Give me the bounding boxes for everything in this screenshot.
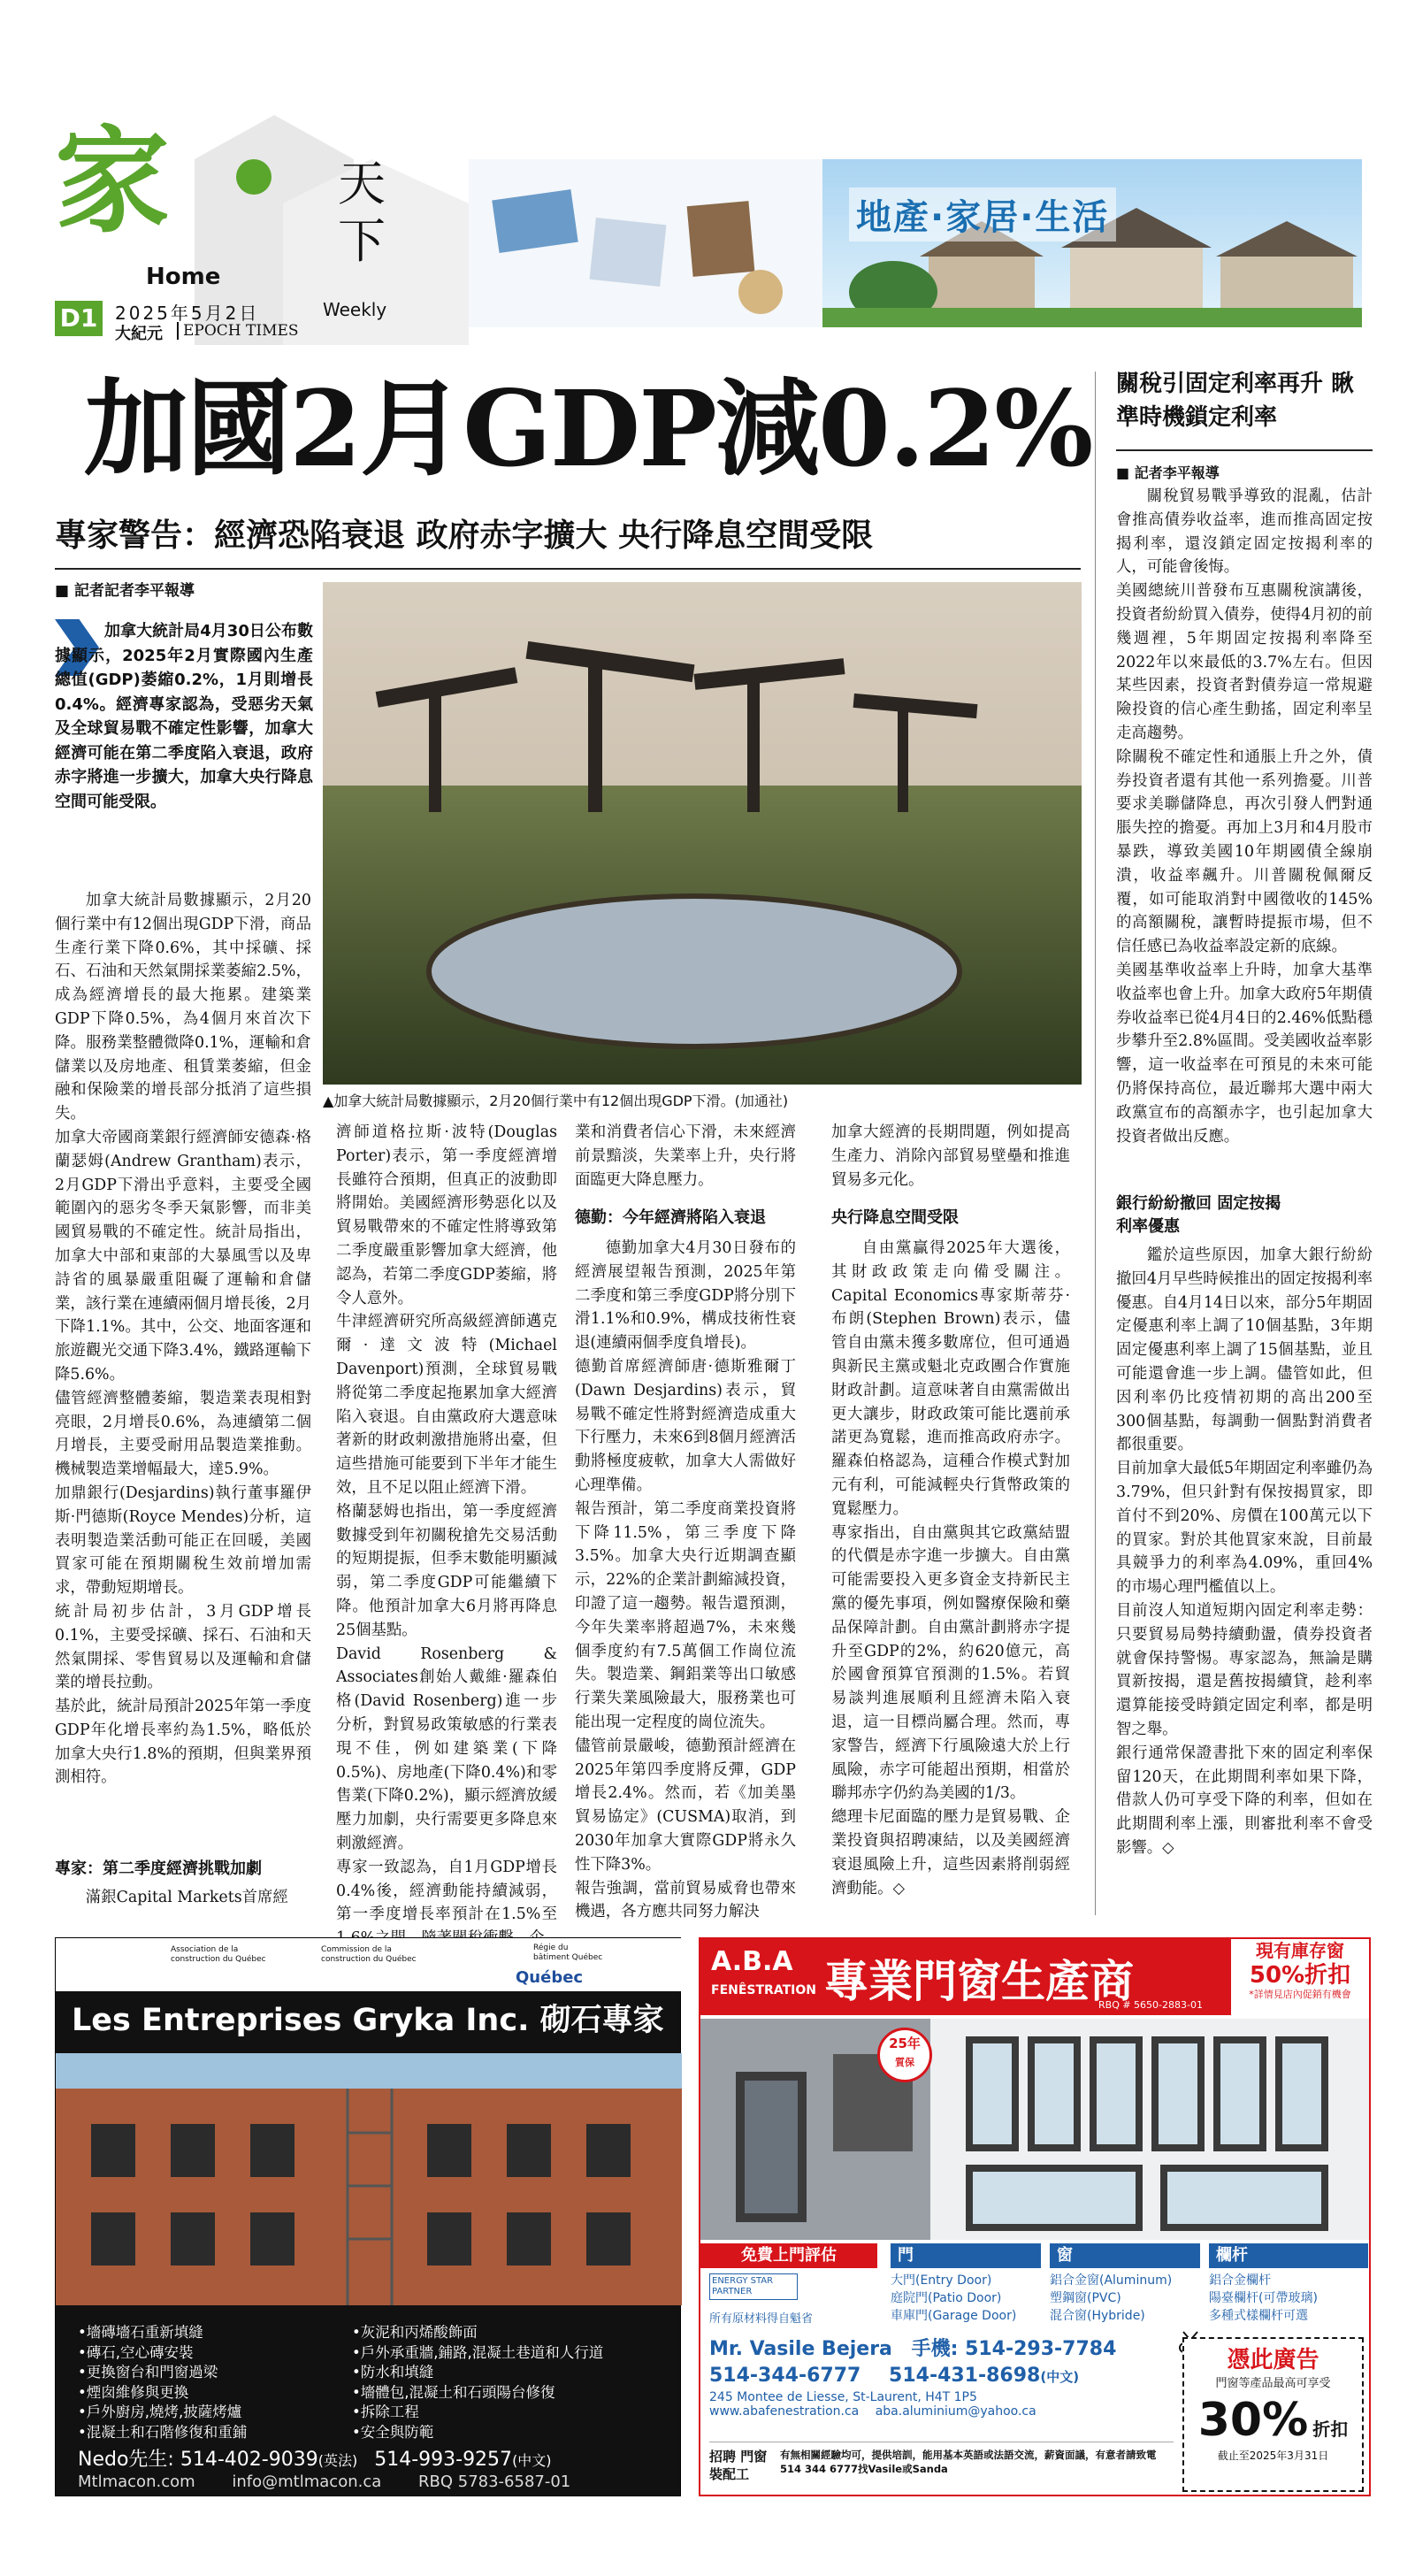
col1-subheading: 專家：第二季度經濟挑戰加劇 bbox=[55, 1859, 262, 1878]
side-headline: 關稅引固定利率再升 瞅準時機鎖定利率 bbox=[1116, 371, 1355, 431]
stock-label: 現有庫存窗 bbox=[1256, 1940, 1344, 1961]
services-right bbox=[352, 2323, 670, 2442]
issue-date: 2025年5月2日 bbox=[115, 303, 260, 324]
cat-railing: 欄杆 bbox=[1209, 2243, 1368, 2268]
recruit-box bbox=[709, 2442, 1174, 2490]
phone-english[interactable]: 514-402-9039 bbox=[180, 2449, 318, 2471]
lead-paragraph: 加拿大統計局4月30日公布數據顯示，2025年2月實際國內生產總值(GDP)萎縮0.2%，1月則增長0.4%。經濟專家認為，受惡劣天氣及全球貿易戰不確定性影響，加拿大經濟可能在第二季度陷入衰退，政府赤字將進一步擴大，加拿大央行降息空間可能受限。 bbox=[55, 622, 313, 811]
energy-star: ENERGY STAR PARTNER bbox=[709, 2273, 798, 2300]
product-item: 多種式樣欄杆可選 bbox=[1209, 2309, 1308, 2323]
main-col1: 加拿大統計局數據顯示，2月20個行業中有12個出現GDP下滑，商品生產行業下降0.6%，其中採礦、採石、石油和天然氣開採業萎縮2.5%，成為經濟增長的最大拖累。建築業GDP下降0.5%，為4個月來首次下降。服務業整體微降0.1%，運輸和倉儲業以及房地產、租賃業萎縮，但金融和保險業的增長部分抵消了這些損失。 加拿大帝國商業銀行經濟師安德森·格蘭瑟姆(Andrew Grantham)表示，2月GDP下滑出乎意料，主要受全國範圍內的惡劣冬季天氣影響，而非美國貿易戰的不確定性。統計局指出，加拿大中部和東部的大暴風雪以及卑詩省的風暴嚴重阻礙了運輸和倉儲業，該行業在連續兩個月增長後，2月下降1.1%。其中，公交、地面客運和旅遊觀光交通下降3.4%，鐵路運輸下降5.6%。 儘管經濟整體萎縮，製造業表現相對亮眼，2月增長0.6%，為連續第二個月增長，主要受耐用品製造業推動。機械製造業增幅最大，達5.9%。 加鼎銀行(Desjardins)執行董事羅伊斯·門德斯(Royce Mendes)分析，這表明製造業活動可能正在回暖，美國買家可能在預期關稅生效前增加需求，帶動短期增長。 統計局初步估計，3月GDP增長0.1%，主要受採礦、採石、石油和天然氣開採、零售貿易以及運輸和倉儲業的增長拉動。 基於此，統計局預計2025年第一季度GDP年化增長率約為1.5%，略低於加拿大央行1.8%的預期，但與業界預測相符。 bbox=[55, 892, 311, 1787]
col4-subheading: 央行降息空間受限 bbox=[831, 1208, 959, 1227]
office-phone[interactable]: 514-344-6777 bbox=[709, 2365, 861, 2387]
main-headline: 加國2月GDP減0.2% bbox=[84, 367, 1092, 490]
paper-name-en: EPOCH TIMES bbox=[177, 322, 299, 340]
recruit-text: 有無相關經驗均可，提供培訓，能用基本英語或法語交流，薪資面議，有意者請致電514 344 6777找Vasile或Sanda bbox=[780, 2449, 1157, 2475]
chinese-phone[interactable]: 514-431-8698 bbox=[889, 2365, 1041, 2387]
aba-brand: A.B.A bbox=[711, 1946, 793, 1977]
product-item: 鋁合金欄杆 bbox=[1209, 2273, 1271, 2288]
side-body: 關稅貿易戰爭導致的混亂，估計會推高債券收益率，進而推高固定按揭利率，還沒鎖定固定按揭利率的人，可能會後悔。 美國總統川普發布互惠關稅演講後，投資者紛紛買入債券，使得4月初的前幾週裡，5年期固定按揭利率降至2022年以來最低的3.7%左右。但因某些因素，投資者對債券這一常規避險投資的信心產生動搖，固定利率呈走高趨勢。 除關稅不確定性和通脹上升之外，債券投資者還有其他一系列擔憂。川普要求美聯儲降息，再次引發人們對通脹失控的擔憂。再加上3月和4月股市暴跌，導致美國10年期國債全線崩潰，收益率飆升。川普關稅佩爾反覆，如可能取消對中國徵收的145%的高額關稅，讓暫時提振市場，但不信任感已為收益率設定新的底線。 美國基準收益率上升時，加拿大基準收益率也會上升。加拿大政府5年期債券收益率已從4月4日的2.46%低點穩步攀升至2.8%區間。受美國收益率影響，這一收益率在可預見的未來可能仍將保持高位，最近聯邦大選中兩大政黨宣布的高額赤字，也引起加拿大投資者做出反應。 bbox=[1116, 487, 1373, 1146]
aba-header bbox=[700, 1939, 1231, 2015]
main-col3: 德勤加拿大4月30日發布的經濟展望報告預測，2025年第二季度和第三季度GDP將分別下滑1.1%和0.9%，構成技術性衰退(連續兩個季度負增長)。 德勤首席經濟師唐·德斯雅爾丁(Dawn Desjardins)表示，貿易戰不確定性將對經濟造成重大下行壓力，未來6到8個月經濟活動將極度疲軟，加拿大人需做好心理準備。 報告預計，第二季度商業投資將下降11.5%，第三季度下降3.5%。加拿大央行近期調查顯示，22%的企業計劃縮減投資，印證了這一趨勢。報告還預測，今年失業率將超過7%，未來幾個季度約有7.5萬個工作崗位流失。製造業、鋼鋁業等出口敏感行業失業風險最大，服務業也可能出現一定程度的崗位流失。 儘管前景嚴峻，德勤預計經濟在2025年第四季度將反彈，GDP增長2.4%。然而，若《加美墨貿易協定》(CUSMA)取消，到2030年加拿大實際GDP將永久性下降3%。 報告強調，當前貿易威脅也帶來機遇，各方應共同努力解決 bbox=[575, 1239, 796, 1921]
gryka-rbq: RBQ 5783-6587-01 bbox=[418, 2472, 571, 2491]
subhead-rule bbox=[55, 568, 1081, 570]
warranty-sub: 質保 bbox=[895, 2057, 914, 2068]
stock-note: *詳情見店內促銷有機會 bbox=[1249, 1989, 1351, 2000]
aba-website[interactable]: www.abafenestration.ca bbox=[709, 2404, 860, 2419]
service-item: •混凝土和石階修復和重鋪 bbox=[78, 2423, 248, 2441]
aba-email[interactable]: aba.aluminium@yahoo.ca bbox=[875, 2404, 1036, 2419]
phone-chinese-lang: (中文) bbox=[512, 2452, 552, 2469]
contact-person: Mr. Vasile Bejera bbox=[709, 2338, 892, 2360]
phone-chinese[interactable]: 514-993-9257 bbox=[374, 2449, 513, 2471]
aba-contact-block bbox=[709, 2334, 1169, 2419]
side-byline: ■ 記者李平報導 bbox=[1116, 464, 1220, 481]
railing-list bbox=[1209, 2272, 1368, 2325]
product-item: 陽臺欄杆(可帶玻璃) bbox=[1209, 2291, 1318, 2305]
warranty-badge bbox=[877, 2028, 932, 2082]
service-item: •防水和填縫 bbox=[352, 2364, 434, 2380]
service-item: •安全與防範 bbox=[352, 2423, 434, 2441]
ad-aba[interactable] bbox=[699, 1937, 1371, 2496]
door-list bbox=[891, 2272, 1045, 2325]
mobile-label: 手機: bbox=[911, 2338, 959, 2360]
aba-rbq: RBQ # 5650-2883-01 bbox=[1098, 1999, 1203, 2011]
aba-title: 專業門窗生產商 bbox=[824, 1956, 1134, 2007]
warranty-years: 25年 bbox=[889, 2036, 921, 2051]
assoc-rbq: Régie du bâtiment Québec bbox=[533, 1944, 603, 1962]
gryka-website[interactable]: Mtlmacon.com bbox=[78, 2472, 195, 2491]
main-subhead: 專家警告：經濟恐陷衰退 政府赤字擴大 央行降息空間受限 bbox=[55, 518, 874, 554]
free-estimate: 免費上門評估 bbox=[700, 2243, 877, 2268]
side-divider bbox=[1095, 372, 1096, 1915]
assoc-strip bbox=[56, 1938, 682, 1991]
services-left bbox=[78, 2323, 343, 2442]
masthead bbox=[0, 0, 1415, 354]
product-item: 塑鋼窗(PVC) bbox=[1050, 2291, 1121, 2305]
paper-name-cn: 大紀元 bbox=[115, 325, 163, 343]
mobile-phone[interactable]: 514-293-7784 bbox=[965, 2338, 1117, 2360]
col3-subheading: 德勤：今年經濟將陷入衰退 bbox=[575, 1208, 766, 1227]
stock-discount: 50%折扣 bbox=[1249, 1962, 1351, 1989]
quebec-label: Québec bbox=[516, 1968, 584, 1987]
main-col4: 自由黨贏得2025年大選後，其財政政策走向備受關注。Capital Economics專家斯蒂芬·布朗(Stephen Brown)表示，儘管自由黨未獲多數席位，但可通過與新民主黨或魁北克政團合作實施財政計劃。這意味著自由黨需做出更大讓步，財政政策可能比選前承諾更為寬鬆，進而推高政府赤字。羅森伯格認為，這種合作模式對加元有利，可能減輕央行貨幣政策的寬鬆壓力。 專家指出，自由黨與其它政黨結盟的代價是赤字進一步擴大。自由黨可能需要投入更多資金支持新民主黨的優先事項，例如醫療保險和藥品保障計劃。自由黨計劃將赤字提升至GDP的2%，約620億元，高於國會預算官預測的1.5%。若貿易談判進展順利且經濟未陷入衰退，這一目標尚屬合理。然而，專家警告，經濟下行風險遠大於上行風險，赤字可能超出預期，相當於聯邦赤字仍約為美國的1/3。 總理卡尼面臨的壓力是貿易戰、企業投資與招聘凍結，以及美國經濟衰退風險上升，這些因素將削弱經濟動能。◇ bbox=[831, 1239, 1070, 1898]
aba-fenestration: FENÊSTRATION bbox=[711, 1983, 816, 1997]
coupon-off: 折扣 bbox=[1312, 2419, 1349, 2440]
product-item: 混合窗(Hybride) bbox=[1050, 2309, 1145, 2323]
ad-gryka[interactable] bbox=[55, 1937, 681, 2496]
weekly-label: Weekly bbox=[323, 299, 387, 320]
page-code: D1 bbox=[55, 301, 103, 336]
chinese-phone-lang: (中文) bbox=[1040, 2369, 1080, 2385]
materials-note: 所有原材料得自魁省 bbox=[709, 2312, 814, 2326]
service-item: •拆除工程 bbox=[352, 2404, 419, 2420]
service-item: •墻磚墻石重新填縫 bbox=[78, 2324, 203, 2341]
coupon-subtitle: 門窗等產品最高可享受 bbox=[1215, 2377, 1331, 2390]
aba-address: 245 Montee de Liesse, St-Laurent, H4T 1P5 bbox=[709, 2390, 977, 2404]
main-col2: 濟師道格拉斯·波特(Douglas Porter)表示，第一季度經濟增長雖符合預期，但真正的波動即將開始。美國經濟形勢惡化以及貿易戰帶來的不確定性將導致第二季度嚴重影響加拿大經濟，他認為，若第二季度GDP萎縮，將令人意外。 牛津經濟研究所高級經濟師邁克爾·達文波特(Michael Davenport)預測，全球貿易戰將從第二季度起拖累加拿大經濟陷入衰退。自由黨政府大選意味著新的財政刺激措施將出臺，但這些措施可能要到下半年才能生效，且不足以阻止經濟下滑。 格蘭瑟姆也指出，第一季度經濟數據受到年初關稅搶先交易活動的短期提振，但季末數能明顯減弱，第二季度GDP可能繼續下降。他預計加拿大6月將再降息25個基點。 David Rosenberg & Associates創始人戴維·羅森伯格(David Rosenberg)進一步分析，對貿易政策敏感的行業表現不佳，例如建築業(下降0.5%)、房地產(下降0.4%)和零售業(下降0.2%)，顯示經濟放緩壓力加劇，央行需要更多降息來刺激經濟。 專家一致認為，自1月GDP增長0.4%後，經濟動能持續減弱，第一季度增長率預計在1.5%至 bbox=[336, 1123, 557, 1924]
cat-window: 窗 bbox=[1050, 2243, 1200, 2268]
gryka-contact bbox=[78, 2444, 552, 2472]
photo-caption: ▲加拿大統計局數據顯示，2月20個行業中有12個出現GDP下滑。(加通社) bbox=[323, 1092, 789, 1109]
service-item: •更換窗台和門窗過梁 bbox=[78, 2364, 218, 2380]
coupon-title: 憑此廣告 bbox=[1227, 2347, 1319, 2373]
phone-english-lang: (英法) bbox=[317, 2452, 358, 2469]
photo-house-door bbox=[700, 2019, 1369, 2240]
gryka-footer bbox=[78, 2472, 570, 2491]
photo-oil-pumps bbox=[323, 582, 1082, 1085]
product-item: 鋁合金窗(Aluminum) bbox=[1050, 2273, 1173, 2288]
main-col3-top: 業和消費者信心下滑，未來經濟前景黯淡，失業率上升，央行將面臨更大降息壓力。 bbox=[575, 1123, 796, 1189]
product-item: 庭院門(Patio Door) bbox=[891, 2291, 1002, 2305]
side-rule bbox=[1116, 449, 1373, 451]
photo-brick-building bbox=[56, 2053, 682, 2305]
service-item: •磚石,空心磚安裝 bbox=[78, 2343, 194, 2361]
logo-xia: 下 bbox=[338, 213, 386, 269]
service-item: •煙囱維修與更換 bbox=[78, 2383, 189, 2401]
coupon[interactable] bbox=[1182, 2337, 1364, 2492]
assoc-ccq: Commission de la construction du Québec bbox=[321, 1945, 417, 1964]
gryka-email[interactable]: info@mtlmacon.ca bbox=[232, 2472, 382, 2491]
product-item: 大門(Entry Door) bbox=[891, 2273, 992, 2288]
banner-photo bbox=[469, 159, 1362, 327]
cat-door: 門 bbox=[891, 2243, 1041, 2268]
service-item: •戶外承重牆,鋪路,混凝土巷道和人行道 bbox=[352, 2343, 604, 2361]
banner-title: 地產·家居·生活 bbox=[849, 188, 1116, 242]
side-body2: 鑑於這些原因，加拿大銀行紛紛撤回4月早些時候推出的固定按揭利率優惠。自4月14日以來，部分5年期固定優惠利率上調了10個基點，3年期固定優惠利率上調了15個基點，並且可能還會進一步上調。儘管如此，但因利率仍比疫情初期的高出200至300個基點，每調動一個點對消費者都很重要。 目前加拿大最低5年期固定利率雖仍為3.79%，但只針對有保按揭買家，即首付不到20%、房價在100萬元以下的買家。對於其他買家來說，目前最具競爭力的利率為4.09%，重回4%的市場心理門檻值以上。 目前沒人知道短期內固定利率走勢：只要貿易局勢持續動盪，債券投資者就會保持警惕。專家認為，無論是購買新按揭，還是舊按揭續貸，趁利率還算能接受時鎖定固定利率，都是明智之舉。 銀行通常保證書批下來的固定利率保留120天，在此期間利率如果下降，借款人仍可享受下降的利率，但如在此期間利率上漲，則審批利率不會受影響。◇ bbox=[1116, 1246, 1373, 1857]
product-item: 車庫門(Garage Door) bbox=[891, 2309, 1017, 2323]
service-item: •墻體包,混凝土和石頭陽台修復 bbox=[352, 2383, 555, 2401]
service-item: •戶外廚房,燒烤,披薩烤爐 bbox=[78, 2404, 242, 2420]
coupon-expiry: 截止至2025年3月31日 bbox=[1217, 2450, 1329, 2462]
stock-badge bbox=[1231, 1939, 1369, 2015]
service-item: •灰泥和丙烯酸飾面 bbox=[352, 2324, 478, 2341]
contact-name: Nedo先生: bbox=[78, 2449, 174, 2471]
side-subheading: 銀行紛紛撤回 固定按揭利率優惠 bbox=[1116, 1194, 1281, 1236]
assoc-acq: Association de la construction du Québec bbox=[171, 1945, 266, 1964]
section-home: Home bbox=[146, 264, 221, 290]
window-list bbox=[1050, 2272, 1205, 2325]
main-col1-tail: 滿銀Capital Markets首席經 bbox=[85, 1889, 288, 1906]
main-col4-top: 加拿大經濟的長期問題，例如提高生產力、消除內部貿易壁壘和推進貿易多元化。 bbox=[831, 1123, 1070, 1189]
gryka-title: Les Entreprises Gryka Inc. 砌石專家 bbox=[72, 2003, 664, 2038]
logo-tian: 天 bbox=[338, 156, 386, 211]
recruit-title: 招聘 門窗裝配工 bbox=[709, 2449, 768, 2482]
main-byline: ■ 記者記者李平報導 bbox=[55, 582, 195, 600]
coupon-percent: 30% bbox=[1197, 2394, 1309, 2447]
logo-character: 家 bbox=[55, 113, 171, 249]
